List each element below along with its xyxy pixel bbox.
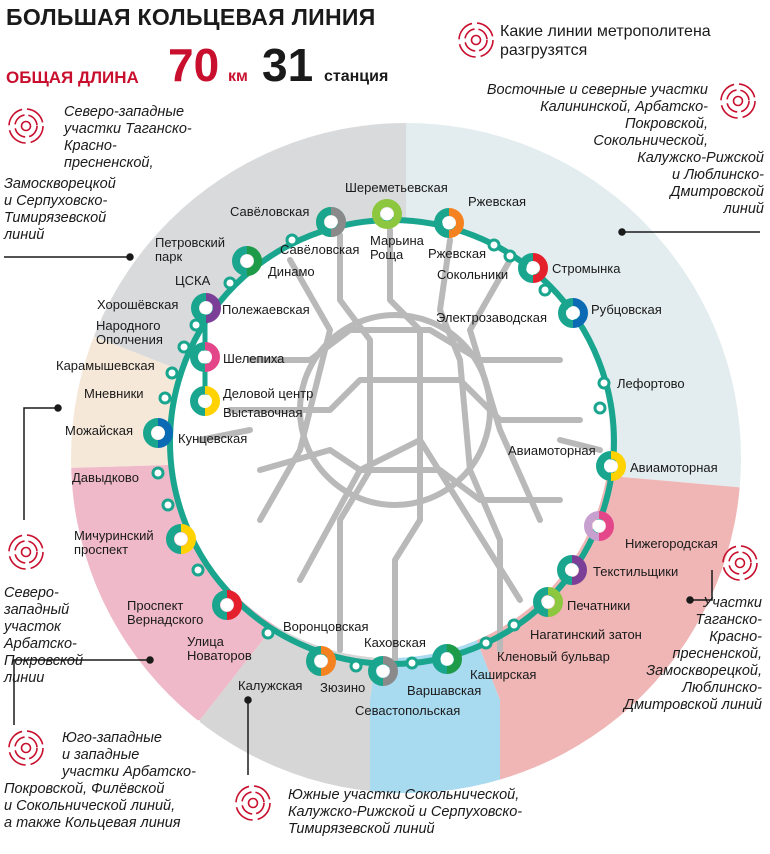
label-aviamotornaya-inner: Авиамоторная	[508, 443, 596, 458]
note-line: Арбатско-	[4, 636, 77, 652]
note-line: и западные	[62, 747, 140, 763]
label-zyuzino: Зюзино	[320, 680, 366, 695]
note-line: Таганско-	[695, 612, 762, 628]
interchange-center	[221, 599, 234, 612]
note-southeast	[562, 595, 762, 714]
interchange-center	[200, 302, 213, 315]
label-michurinsky-1: Мичуринский	[74, 528, 154, 543]
label-shelepikha: Шелепиха	[223, 351, 285, 366]
note-line: Покровской	[4, 653, 84, 669]
interchange-center	[527, 262, 540, 275]
note-line: Восточные и северные участки	[486, 82, 708, 98]
relief-target-icon	[9, 731, 43, 765]
note-line: Юго-западные	[62, 730, 162, 746]
label-stromynka: Стромынка	[552, 261, 621, 276]
note-line: Тимирязевской	[4, 210, 107, 226]
station-dot	[351, 661, 361, 671]
label-vystavochnaya: Выставочная	[223, 405, 303, 420]
station-dot	[540, 285, 550, 295]
relief-target-icon	[236, 786, 270, 820]
label-mozhayskaya: Можайская	[65, 423, 133, 438]
note-southwest	[62, 730, 196, 781]
station-dot	[505, 251, 515, 261]
note-northwest	[64, 104, 192, 172]
page-title: БОЛЬШАЯ КОЛЬЦЕВАЯ ЛИНИЯ	[6, 4, 376, 30]
label-nizhegorodskaya: Нижегородская	[625, 536, 718, 551]
station-dot	[263, 628, 273, 638]
interchange-center	[315, 655, 328, 668]
station-dot	[489, 240, 499, 250]
label-rubtsovskaya: Рубцовская	[591, 302, 662, 317]
note-line: западный	[4, 602, 70, 618]
relief-target-icon	[723, 546, 757, 580]
callout-dot-w	[55, 405, 61, 411]
note-line: Покровской,	[624, 116, 708, 132]
label-ulitsa-novatorov-1: Улица	[187, 634, 224, 649]
label-davydkovo: Давыдково	[72, 470, 139, 485]
interchange-center	[566, 564, 579, 577]
note-southwest-cont	[4, 781, 181, 832]
station-dot	[179, 342, 189, 352]
relief-target-icon	[9, 109, 43, 143]
interchange-center	[441, 653, 454, 666]
note-line: Северо-	[4, 585, 59, 601]
note-line: пресненской,	[64, 155, 154, 171]
interchange-center	[199, 395, 212, 408]
callout-dot-ne	[619, 229, 625, 235]
label-savelovskaya-top: Савёловская	[230, 204, 310, 219]
label-kaluzhskaya: Калужская	[238, 678, 303, 693]
label-polezhaevskaya: Полежаевская	[222, 302, 310, 317]
station-dot	[595, 403, 605, 413]
note-northeast-cont	[564, 150, 764, 218]
station-dot	[225, 278, 235, 288]
note-line: и Серпуховско-	[4, 193, 108, 209]
label-varshavskaya: Варшавская	[407, 683, 482, 698]
note-line: участки Арбатско-	[62, 764, 196, 780]
length-value: 70	[168, 39, 220, 91]
label-narodnogo-2: Ополчения	[96, 332, 163, 347]
legend-title-line-2: разгрузятся	[500, 42, 588, 59]
station-dot	[481, 638, 491, 648]
label-lefortovo: Лефортово	[617, 376, 685, 391]
callout-line-w	[24, 408, 58, 520]
label-dinamo: Динамо	[268, 264, 315, 279]
note-line: Участки	[702, 595, 762, 611]
label-kashirskaya: Каширская	[470, 667, 537, 682]
note-line: Дмитровской линий	[623, 697, 762, 713]
note-south	[288, 787, 522, 838]
label-karamyshevskaya: Карамышевская	[56, 358, 155, 373]
interchange-center	[542, 596, 555, 609]
label-sevastopolskaya: Севастопольская	[355, 703, 461, 718]
legend-title	[500, 22, 711, 60]
length-label: ОБЩАЯ ДЛИНА	[6, 68, 139, 87]
note-line: пресненской,	[672, 646, 762, 662]
note-line: линии	[4, 670, 45, 686]
note-line: Замоскворецкой	[4, 176, 116, 192]
legend-title-line-1: Какие линии метрополитена	[500, 23, 711, 40]
label-khoroshevskaya: Хорошёвская	[97, 297, 179, 312]
interchange-center	[241, 255, 254, 268]
label-sokolniki: Сокольники	[437, 267, 509, 282]
label-pechatniki: Печатники	[567, 598, 631, 613]
note-line: участки Таганско-	[64, 121, 192, 137]
label-aviamotornaya: Авиамоторная	[630, 460, 718, 475]
station-dot	[160, 393, 170, 403]
note-line: Сокольнической,	[593, 133, 708, 149]
interchange-center	[593, 520, 606, 533]
note-line: Калужско-Рижской	[637, 150, 764, 166]
note-line: Покровской, Филёвской	[4, 781, 165, 797]
interchange-center	[199, 351, 212, 364]
label-mnevniki: Мневники	[84, 386, 144, 401]
length-unit: км	[228, 68, 248, 85]
label-vorontsovskaya: Воронцовская	[283, 619, 369, 634]
label-kuntsevskaya: Кунцевская	[178, 431, 248, 446]
station-dot	[153, 468, 163, 478]
station-dot	[407, 658, 417, 668]
note-line: линий	[4, 227, 45, 243]
station-dot	[163, 500, 173, 510]
label-maryina-roshcha-1: Марьина	[370, 233, 424, 248]
label-narodnogo-1: Народного	[96, 318, 161, 333]
note-line: и Люблинско-	[672, 167, 764, 183]
relief-target-icon	[459, 23, 493, 57]
note-line: Северо-западные	[64, 104, 185, 120]
label-klenovy-bulvar: Кленовый бульвар	[497, 649, 610, 664]
note-line: и Сокольнической линий,	[4, 798, 176, 814]
interchange-center	[175, 533, 188, 546]
callout-dot-nw	[127, 254, 133, 260]
callout-dot-sw	[147, 657, 153, 663]
note-line: Южные участки Сокольнической,	[288, 787, 520, 803]
label-petrovsky-park-2: парк	[155, 249, 183, 264]
station-dot	[167, 368, 177, 378]
label-kakhovskaya: Каховская	[364, 635, 426, 650]
label-maryina-roshcha-2: Роща	[370, 247, 404, 262]
interchange-center	[567, 307, 580, 320]
label-rzhevskaya-top: Ржевская	[468, 194, 527, 209]
station-dot	[599, 378, 609, 388]
label-ulitsa-novatorov-2: Новаторов	[187, 648, 252, 663]
label-michurinsky-2: проспект	[74, 542, 129, 557]
label-rzhevskaya-inner: Ржевская	[428, 246, 487, 261]
label-elektrozavodskaya: Электрозаводская	[436, 310, 548, 325]
interchange-center	[605, 460, 618, 473]
note-line: Замоскворецкой,	[646, 663, 762, 679]
station-dot	[509, 620, 519, 630]
note-line: участок	[4, 619, 61, 635]
label-nagatinsky-zaton: Нагатинский затон	[530, 627, 642, 642]
stations-count: 31	[262, 39, 314, 91]
note-line: Красно-	[709, 629, 762, 645]
note-northwest-cont	[4, 176, 116, 244]
label-sheremetyevskaya: Шереметьевская	[345, 180, 448, 195]
label-tsska: ЦСКА	[175, 273, 211, 288]
interchange-center	[325, 216, 338, 229]
callout-dot-s	[245, 697, 251, 703]
interchange-center	[443, 217, 456, 230]
note-line: Красно-	[64, 138, 117, 154]
station-dot	[193, 565, 203, 575]
interchange-center	[377, 665, 390, 678]
label-tekstilshchiki: Текстильщики	[593, 564, 679, 579]
label-prospekt-vernadskogo-1: Проспект	[127, 598, 184, 613]
stations-unit: станция	[324, 68, 389, 85]
note-line: Калужско-Рижской и Серпуховско-	[288, 804, 523, 820]
note-line: а также Кольцевая линия	[4, 815, 181, 831]
note-line: Люблинско-	[682, 680, 762, 696]
note-line: Дмитровской	[670, 184, 764, 200]
relief-target-icon	[9, 535, 43, 569]
note-line: Тимирязевской линий	[288, 821, 435, 837]
relief-target-icon	[721, 84, 755, 118]
note-northeast	[448, 82, 708, 150]
label-delovoy-tsentr: Деловой центр	[223, 386, 314, 401]
label-savelovskaya-inner: Савёловская	[280, 242, 360, 257]
note-line: линий	[723, 201, 764, 217]
label-prospekt-vernadskogo-2: Вернадского	[127, 612, 204, 627]
note-line: Калининской, Арбатско-	[540, 99, 708, 115]
interchange-center	[152, 427, 165, 440]
interchange-center	[381, 208, 394, 221]
label-petrovsky-park-1: Петровский	[155, 235, 226, 250]
note-west	[4, 585, 83, 687]
